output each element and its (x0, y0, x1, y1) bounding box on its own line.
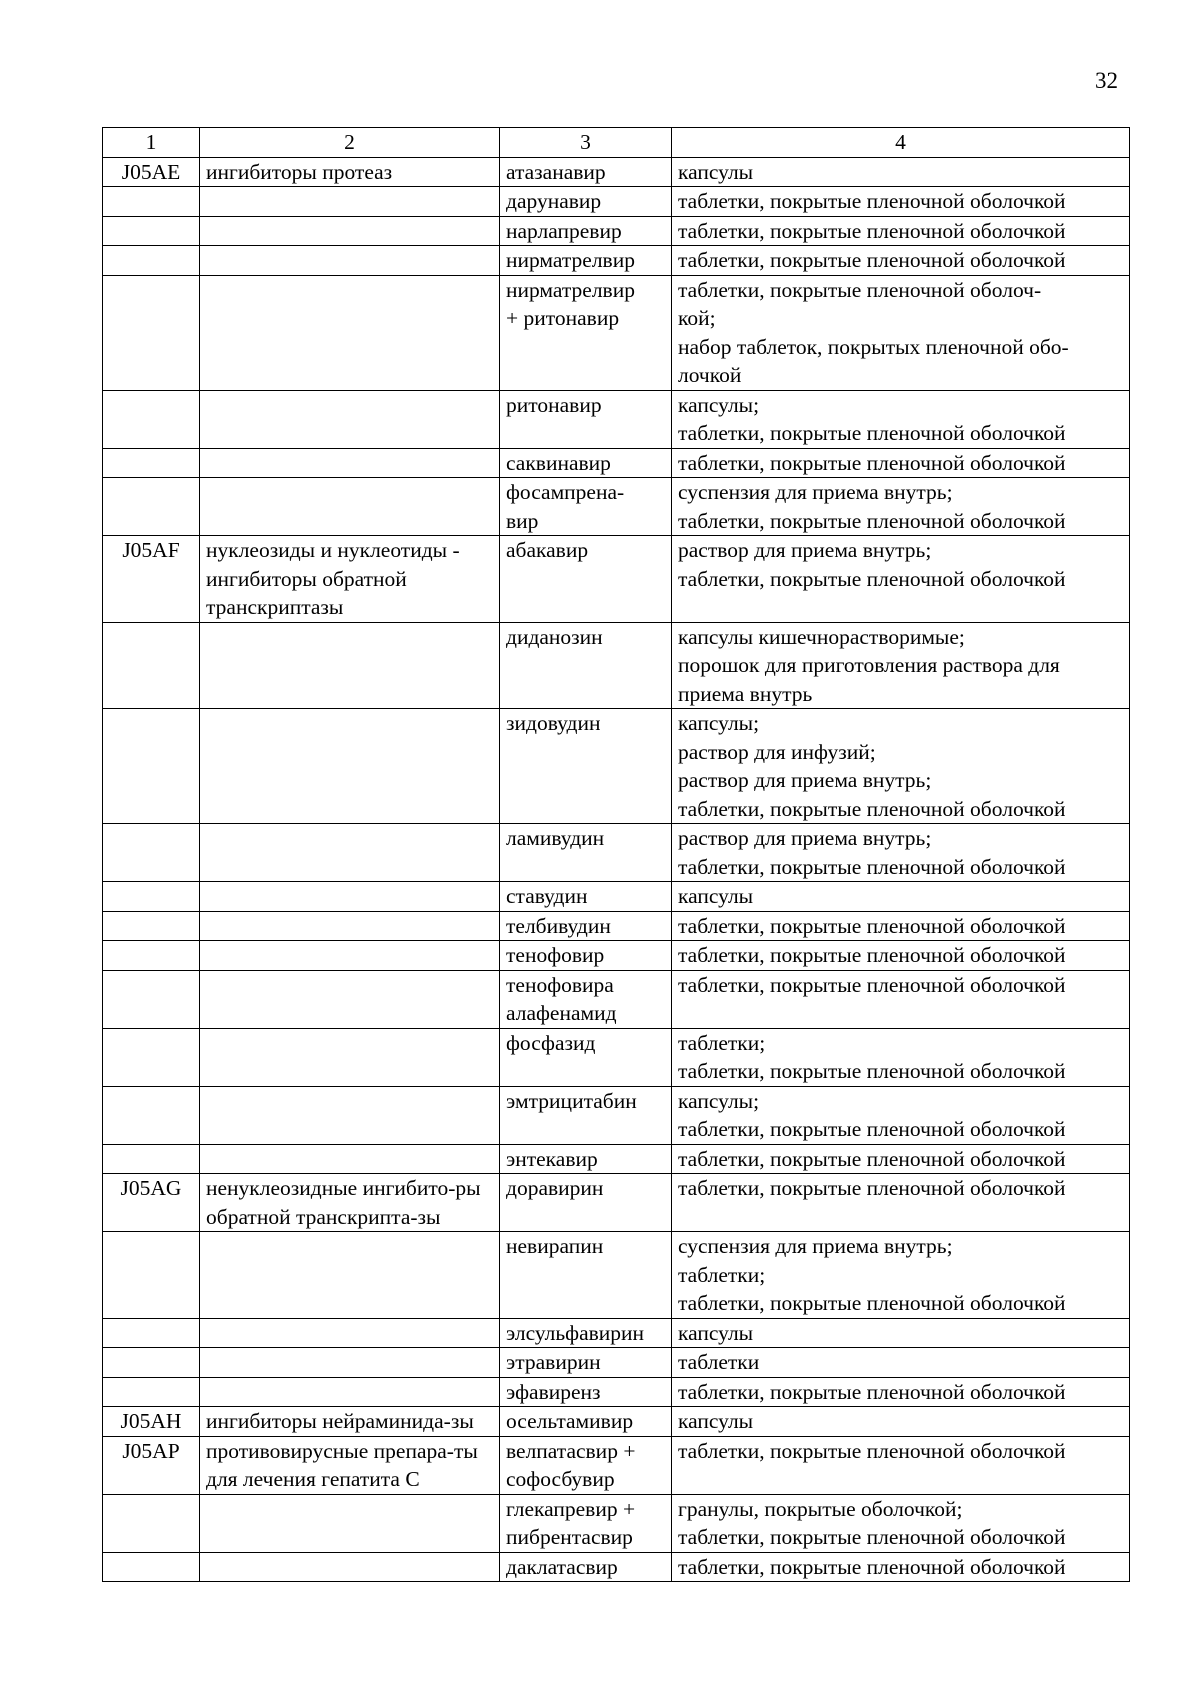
drug-name-line: фосампрена- (506, 480, 625, 504)
atc-code-cell (103, 246, 200, 276)
table-row (103, 448, 1130, 478)
dosage-form-cell (672, 1174, 1130, 1232)
pharmacological-group-cell (200, 1348, 500, 1378)
atc-code-cell (103, 622, 200, 709)
dosage-form-line: таблетки, покрытые пленочной оболочкой (678, 972, 1066, 997)
atc-code-cell (103, 1348, 200, 1378)
dosage-form-line: таблетки (678, 1350, 760, 1374)
drug-name-line: даклатасвир (506, 1554, 618, 1579)
table-row (103, 157, 1130, 187)
drug-name-line: эфавиренз (506, 1379, 601, 1404)
drug-name-cell (500, 1494, 672, 1552)
atc-code-cell (103, 911, 200, 941)
dosage-form-line: таблетки; (678, 1262, 766, 1287)
dosage-form-line: таблетки, покрытые пленочной оболочкой (678, 566, 1066, 591)
drug-name-line: энтекавир (506, 1146, 598, 1171)
dosage-form-cell (672, 911, 1130, 941)
pharmacological-group-cell (200, 622, 500, 709)
table-row (103, 187, 1130, 217)
atc-code-cell: J05AG (103, 1174, 200, 1232)
drug-name-cell (500, 941, 672, 971)
drug-name-line: нирматрелвир (506, 248, 635, 272)
pharmacological-group-cell: ингибиторы нейраминида-зы (200, 1407, 500, 1437)
atc-code-cell: J05AP (103, 1436, 200, 1494)
drug-name-line: велпатасвир + (506, 1438, 636, 1463)
atc-code-cell (103, 1232, 200, 1319)
drug-name-line: дарунавир (506, 189, 602, 213)
dosage-form-cell (672, 216, 1130, 246)
dosage-form-line: капсулы; (678, 392, 760, 417)
pharmacological-group-cell (200, 216, 500, 246)
column-header-2: 2 (200, 128, 500, 158)
pharmacological-group-cell (200, 187, 500, 217)
pharmacological-group-cell (200, 970, 500, 1028)
table-row (103, 911, 1130, 941)
drug-name-line: телбивудин (506, 913, 611, 938)
table-row (103, 1377, 1130, 1407)
table-row (103, 1318, 1130, 1348)
pharmacological-group-cell (200, 941, 500, 971)
table-row (103, 1552, 1130, 1582)
pharmacological-group-cell (200, 1377, 500, 1407)
table-row (103, 1174, 1130, 1232)
dosage-form-line: суспензия для приема внутрь; (678, 480, 953, 504)
dosage-form-line: раствор для приема внутрь; (678, 826, 932, 850)
drug-name-cell (500, 187, 672, 217)
pharmacological-group-cell (200, 275, 500, 390)
dosage-form-line: капсулы (678, 1320, 754, 1345)
table-row (103, 622, 1130, 709)
dosage-form-cell (672, 536, 1130, 623)
dosage-form-cell (672, 1348, 1130, 1378)
pharmacological-group-cell (200, 1028, 500, 1086)
dosage-form-line: таблетки, покрытые пленочной оболочкой (678, 218, 1066, 243)
dosage-form-line: лочкой (678, 363, 742, 387)
pharmacological-group-cell (200, 1318, 500, 1348)
dosage-form-cell (672, 882, 1130, 912)
dosage-form-cell (672, 970, 1130, 1028)
table-row (103, 246, 1130, 276)
table-row (103, 1232, 1130, 1319)
dosage-form-cell (672, 246, 1130, 276)
drug-name-line: фосфазид (506, 1030, 596, 1055)
table-row (103, 882, 1130, 912)
drug-name-line: глекапревир + (506, 1496, 636, 1521)
dosage-form-line: таблетки, покрытые пленочной оболочкой (678, 1059, 1066, 1083)
drug-name-cell (500, 157, 672, 187)
drug-name-line: элсульфавирин (506, 1320, 645, 1345)
pharmacological-group-cell: ингибиторы протеаз (200, 157, 500, 187)
drug-name-line: саквинавир (506, 450, 611, 475)
table-row (103, 824, 1130, 882)
atc-code-cell: J05AE (103, 157, 200, 187)
dosage-form-line: кой; (678, 306, 716, 330)
dosage-form-line: таблетки, покрытые пленочной оболочкой (678, 1176, 1066, 1200)
drug-table (102, 127, 1130, 1582)
dosage-form-line: таблетки, покрытые пленочной оболочкой (678, 1146, 1066, 1171)
dosage-form-line: раствор для приема внутрь; (678, 538, 932, 562)
pharmacological-group-cell: нуклеозиды и нуклеотиды - ингибиторы обратной транскриптазы (200, 536, 500, 623)
drug-name-line: софосбувир (506, 1467, 615, 1491)
dosage-form-line: таблетки, покрытые пленочной оболочкой (678, 913, 1066, 938)
atc-code-cell (103, 1086, 200, 1144)
table-row (103, 216, 1130, 246)
pharmacological-group-cell (200, 824, 500, 882)
atc-code-cell (103, 1377, 200, 1407)
dosage-form-line: таблетки, покрытые пленочной оболоч- (678, 277, 1042, 302)
table-row (103, 478, 1130, 536)
column-header-1: 1 (103, 128, 200, 158)
dosage-form-cell (672, 622, 1130, 709)
atc-code-cell (103, 187, 200, 217)
dosage-form-line: раствор для инфузий; (678, 739, 876, 764)
atc-code-cell (103, 1552, 200, 1582)
drug-name-line: этравирин (506, 1350, 601, 1374)
drug-name-cell (500, 1232, 672, 1319)
pharmacological-group-cell (200, 709, 500, 824)
dosage-form-cell (672, 1028, 1130, 1086)
table-row (103, 536, 1130, 623)
table-row (103, 1494, 1130, 1552)
dosage-form-cell (672, 709, 1130, 824)
drug-name-line: тенофовир (506, 943, 605, 967)
drug-name-line: диданозин (506, 624, 603, 649)
atc-code-cell (103, 1028, 200, 1086)
atc-code-cell: J05AH (103, 1407, 200, 1437)
table-row (103, 1028, 1130, 1086)
atc-code-cell (103, 390, 200, 448)
drug-name-cell (500, 478, 672, 536)
drug-name-line: ставудин (506, 884, 588, 908)
dosage-form-line: капсулы (678, 884, 754, 908)
dosage-form-line: раствор для приема внутрь; (678, 768, 932, 792)
drug-name-line: + ритонавир (506, 306, 620, 330)
drug-name-cell (500, 1318, 672, 1348)
drug-name-cell (500, 970, 672, 1028)
drug-name-line: ритонавир (506, 392, 602, 417)
atc-code-cell (103, 1318, 200, 1348)
drug-name-line: тенофовира (506, 972, 614, 997)
dosage-form-cell (672, 1407, 1130, 1437)
drug-name-cell (500, 622, 672, 709)
pharmacological-group-cell (200, 448, 500, 478)
page-number: 32 (1095, 68, 1118, 93)
dosage-form-line: таблетки, покрытые пленочной оболочкой (678, 1379, 1066, 1404)
dosage-form-cell (672, 187, 1130, 217)
dosage-form-line: суспензия для приема внутрь; (678, 1234, 953, 1258)
dosage-form-cell (672, 1552, 1130, 1582)
table-row (103, 1086, 1130, 1144)
dosage-form-line: таблетки, покрытые пленочной оболочкой (678, 1438, 1066, 1463)
dosage-form-line: капсулы кишечнорастворимые; (678, 624, 965, 649)
dosage-form-line: таблетки, покрытые пленочной оболочкой (678, 796, 1066, 821)
table-row (103, 941, 1130, 971)
dosage-form-line: приема внутрь (678, 681, 813, 706)
atc-code-cell (103, 448, 200, 478)
drug-name-cell (500, 1086, 672, 1144)
drug-name-line: алафенамид (506, 1001, 617, 1025)
dosage-form-cell (672, 1086, 1130, 1144)
drug-name-line: нарлапревир (506, 218, 622, 243)
dosage-form-line: капсулы (678, 1409, 754, 1433)
dosage-form-cell (672, 478, 1130, 536)
drug-name-line: абакавир (506, 538, 589, 562)
dosage-form-line: таблетки, покрытые пленочной оболочкой (678, 1554, 1066, 1579)
dosage-form-cell (672, 941, 1130, 971)
atc-code-cell (103, 941, 200, 971)
drug-name-cell (500, 216, 672, 246)
pharmacological-group-cell (200, 390, 500, 448)
drug-name-line: осельтамивир (506, 1409, 634, 1433)
drug-name-cell (500, 390, 672, 448)
drug-name-cell (500, 1028, 672, 1086)
pharmacological-group-cell (200, 1552, 500, 1582)
drug-name-cell (500, 824, 672, 882)
table-header-row (103, 128, 1130, 158)
dosage-form-line: гранулы, покрытые оболочкой; (678, 1496, 963, 1521)
dosage-form-cell (672, 1377, 1130, 1407)
dosage-form-cell (672, 1494, 1130, 1552)
drug-name-cell (500, 275, 672, 390)
atc-code-cell (103, 709, 200, 824)
drug-name-line: пибрентасвир (506, 1525, 633, 1549)
drug-name-line: невирапин (506, 1234, 604, 1258)
atc-code-cell (103, 970, 200, 1028)
pharmacological-group-cell (200, 882, 500, 912)
dosage-form-cell (672, 1436, 1130, 1494)
dosage-form-cell (672, 390, 1130, 448)
dosage-form-line: таблетки, покрытые пленочной оболочкой (678, 421, 1066, 445)
table-row (103, 1436, 1130, 1494)
pharmacological-group-cell (200, 1144, 500, 1174)
table-row (103, 970, 1130, 1028)
column-header-4: 4 (672, 128, 1130, 158)
dosage-form-line: порошок для приготовления раствора для (678, 653, 1060, 677)
dosage-form-cell (672, 448, 1130, 478)
table-row (103, 1144, 1130, 1174)
dosage-form-cell (672, 157, 1130, 187)
atc-code-cell: J05AF (103, 536, 200, 623)
drug-name-cell (500, 448, 672, 478)
dosage-form-line: таблетки, покрытые пленочной оболочкой (678, 854, 1066, 879)
drug-name-cell (500, 1348, 672, 1378)
dosage-form-line: капсулы; (678, 1088, 760, 1113)
dosage-form-cell (672, 824, 1130, 882)
dosage-form-cell (672, 1318, 1130, 1348)
dosage-form-line: таблетки, покрытые пленочной оболочкой (678, 248, 1066, 272)
drug-name-cell (500, 1407, 672, 1437)
pharmacological-group-cell (200, 1494, 500, 1552)
drug-name-cell (500, 1552, 672, 1582)
drug-name-line: эмтрицитабин (506, 1088, 637, 1113)
drug-name-cell (500, 911, 672, 941)
drug-name-line: вир (506, 508, 539, 533)
drug-name-line: доравирин (506, 1176, 604, 1200)
atc-code-cell (103, 1494, 200, 1552)
atc-code-cell (103, 882, 200, 912)
drug-name-line: ламивудин (506, 826, 605, 850)
pharmacological-group-cell: противовирусные препара-ты для лечения гепатита С (200, 1436, 500, 1494)
drug-name-cell (500, 1436, 672, 1494)
dosage-form-line: таблетки, покрытые пленочной оболочкой (678, 1117, 1066, 1141)
table-body (103, 157, 1130, 1582)
pharmacological-group-cell (200, 246, 500, 276)
dosage-form-line: таблетки, покрытые пленочной оболочкой (678, 450, 1066, 475)
drug-name-cell (500, 246, 672, 276)
pharmacological-group-cell (200, 911, 500, 941)
pharmacological-group-cell (200, 1232, 500, 1319)
drug-name-cell (500, 882, 672, 912)
dosage-form-line: таблетки; (678, 1030, 766, 1055)
drug-name-line: зидовудин (506, 711, 601, 735)
table-row (103, 390, 1130, 448)
atc-code-cell (103, 216, 200, 246)
pharmacological-group-cell: ненуклеозидные ингибито-ры обратной транскрипта-зы (200, 1174, 500, 1232)
atc-code-cell (103, 478, 200, 536)
pharmacological-group-cell (200, 1086, 500, 1144)
dosage-form-line: таблетки, покрытые пленочной оболочкой (678, 1291, 1066, 1315)
table-row (103, 709, 1130, 824)
atc-code-cell (103, 275, 200, 390)
atc-code-cell (103, 824, 200, 882)
drug-name-cell (500, 1144, 672, 1174)
dosage-form-cell (672, 275, 1130, 390)
dosage-form-line: капсулы (678, 159, 754, 184)
dosage-form-cell (672, 1232, 1130, 1319)
dosage-form-line: набор таблеток, покрытых пленочной обо- (678, 334, 1069, 359)
column-header-3: 3 (500, 128, 672, 158)
pharmacological-group-cell (200, 478, 500, 536)
drug-name-cell (500, 1377, 672, 1407)
drug-name-cell (500, 536, 672, 623)
dosage-form-cell (672, 1144, 1130, 1174)
drug-name-line: атазанавир (506, 159, 606, 184)
dosage-form-line: таблетки, покрытые пленочной оболочкой (678, 1525, 1066, 1549)
drug-name-cell (500, 709, 672, 824)
dosage-form-line: таблетки, покрытые пленочной оболочкой (678, 508, 1066, 533)
drug-name-line: нирматрелвир (506, 277, 635, 302)
dosage-form-line: таблетки, покрытые пленочной оболочкой (678, 189, 1066, 213)
table-row (103, 275, 1130, 390)
table-row (103, 1407, 1130, 1437)
atc-code-cell (103, 1144, 200, 1174)
table-row (103, 1348, 1130, 1378)
dosage-form-line: таблетки, покрытые пленочной оболочкой (678, 943, 1066, 967)
drug-name-cell (500, 1174, 672, 1232)
dosage-form-line: капсулы; (678, 711, 760, 735)
